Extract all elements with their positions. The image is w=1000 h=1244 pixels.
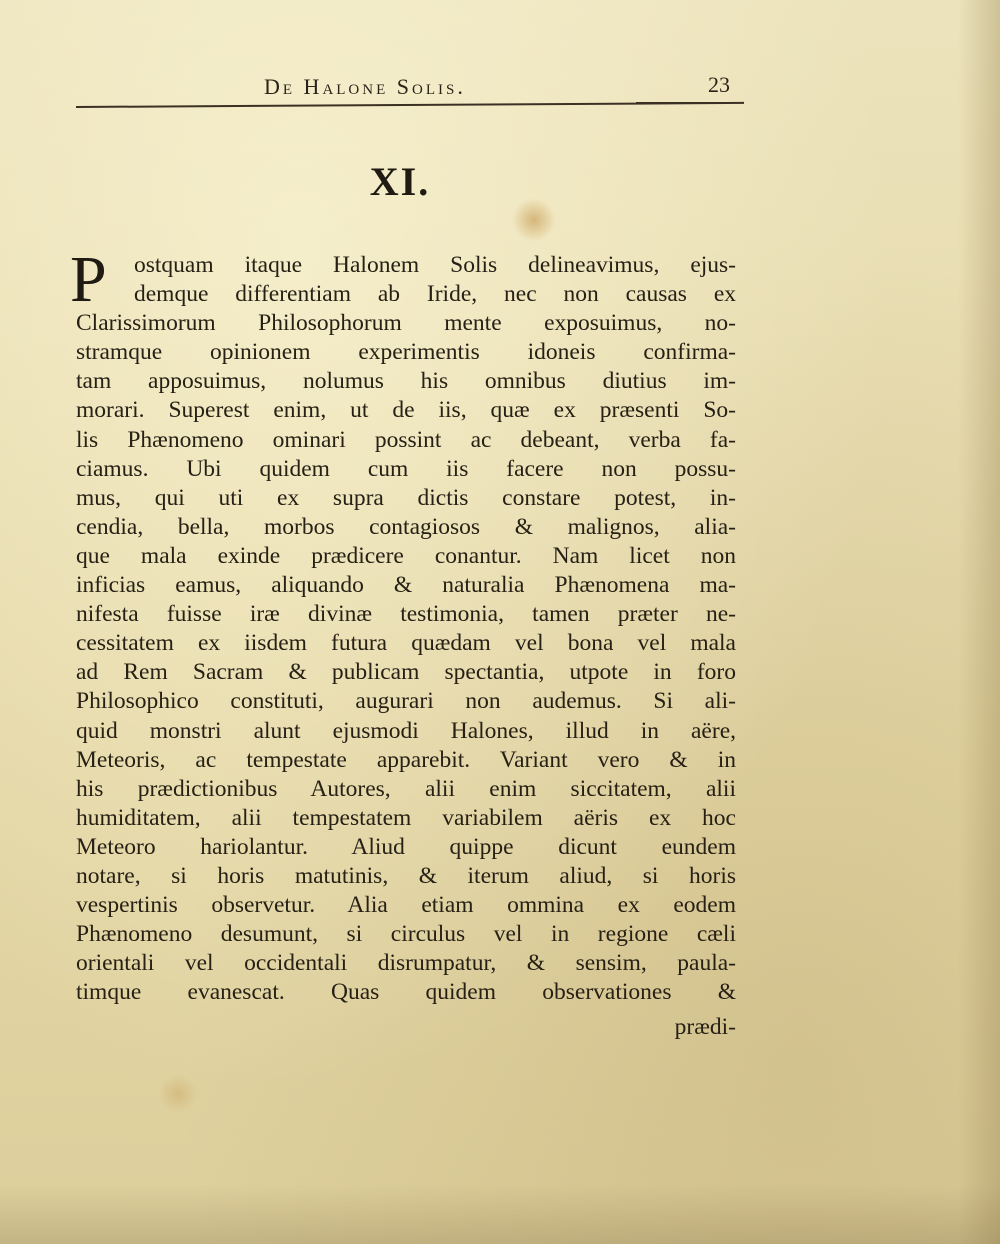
ink-stain bbox=[158, 1074, 198, 1114]
text-line: quid monstri alunt ejusmodi Halones, illud in aëre, bbox=[76, 717, 736, 744]
text-line: orientali vel occidentali disrumpatur, & sensim, paula- bbox=[76, 950, 736, 977]
text-line: Meteoro hariolantur. Aliud quippe dicunt eundem bbox=[76, 833, 736, 860]
text-line: demque differentiam ab Iride, nec non causas ex bbox=[134, 281, 736, 308]
text-line: Clarissimorum Philosophorum mente exposuimus, no- bbox=[76, 310, 736, 337]
text-line: Philosophico constituti, augurari non audemus. Si ali- bbox=[76, 688, 736, 715]
section-number: XI. bbox=[369, 159, 431, 204]
text-line: ostquam itaque Halonem Solis delineavimus, ejus- bbox=[134, 252, 736, 278]
text-line: cendia, bella, morbos contagiosos & malignos, alia- bbox=[76, 513, 736, 540]
text-line: humiditatem, alii tempestatem variabilem aëris ex hoc bbox=[76, 804, 736, 831]
text-line: stramque opinionem experimentis idoneis confirma- bbox=[76, 339, 736, 366]
text-line: his prædictionibus Autores, alii enim siccitatem, alii bbox=[76, 775, 736, 802]
text-line: mus, qui uti ex supra dictis constare potest, in- bbox=[76, 484, 736, 511]
body-text bbox=[70, 243, 736, 1007]
text-line: cessitatem ex iisdem futura quædam vel bona vel mala bbox=[76, 630, 736, 657]
text-line: notare, si horis matutinis, & iterum aliud, si horis bbox=[76, 862, 736, 889]
text-line: ad Rem Sacram & publicam spectantia, utpote in foro bbox=[76, 659, 736, 686]
text-line: lis Phænomeno ominari possint ac debeant, verba fa- bbox=[76, 426, 736, 453]
page-header bbox=[76, 70, 736, 110]
page-bottom-shadow bbox=[0, 1184, 1000, 1244]
text-line: Meteoris, ac tempestate apparebit. Variant vero & in bbox=[76, 746, 736, 773]
text-line: morari. Superest enim, ut de iis, quæ ex præsenti So- bbox=[76, 397, 736, 424]
catchword: prædi- bbox=[674, 1014, 736, 1040]
page-number: 23 bbox=[708, 72, 730, 97]
text-line: tam apposuimus, nolumus his omnibus diutius im- bbox=[76, 368, 736, 395]
text-line: ciamus. Ubi quidem cum iis facere non possu- bbox=[76, 455, 736, 482]
drop-cap: P bbox=[70, 243, 107, 316]
text-line: timque evanescat. Quas quidem observationes & bbox=[76, 979, 736, 1006]
text-line: Phænomeno desumunt, si circulus vel in regione cæli bbox=[76, 921, 736, 948]
text-line: que mala exinde prædicere conantur. Nam licet non bbox=[76, 542, 736, 569]
text-line: vespertinis observetur. Alia etiam ommina ex eodem bbox=[76, 892, 736, 919]
header-rule-accent bbox=[636, 102, 744, 103]
text-line: nifesta fuisse iræ divinæ testimonia, tamen præter ne- bbox=[76, 601, 736, 628]
running-title: De Halone Solis. bbox=[264, 74, 466, 99]
page-edge-shadow bbox=[958, 0, 1000, 1244]
text-line: inficias eamus, aliquando & naturalia Phænomena ma- bbox=[76, 572, 736, 599]
